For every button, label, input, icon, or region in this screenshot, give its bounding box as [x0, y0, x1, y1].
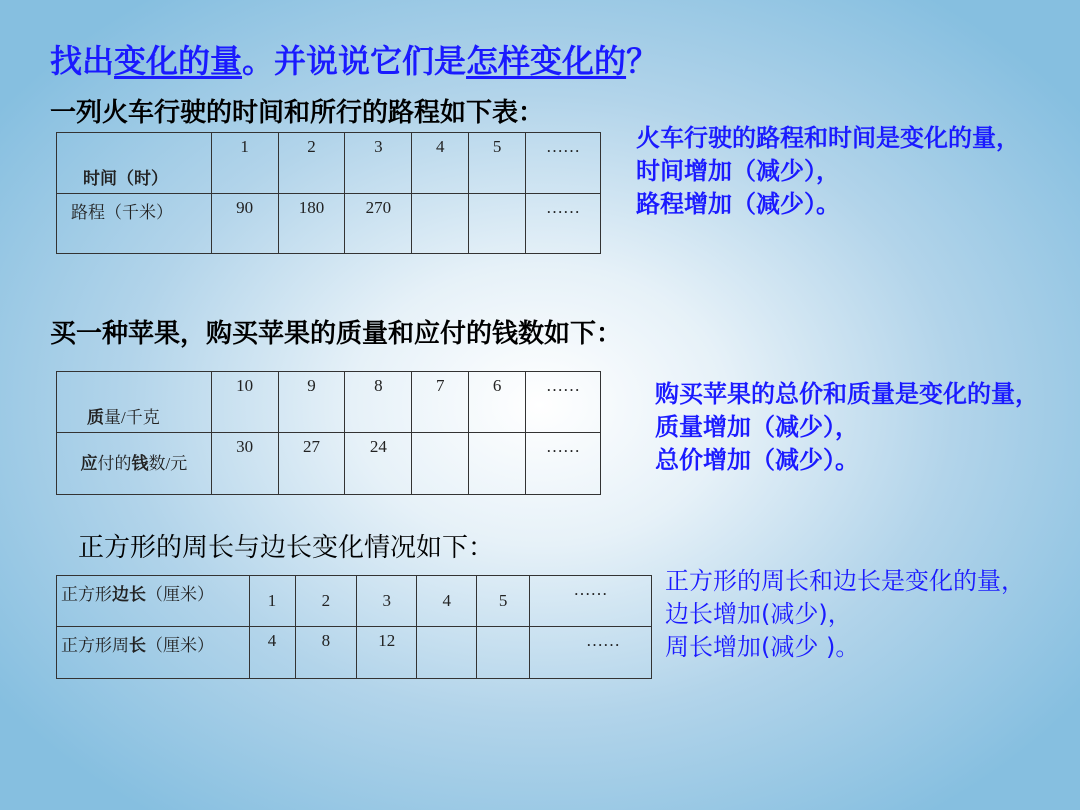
- mass-label: 质量/千克: [57, 372, 212, 433]
- table-cell: 1: [211, 133, 278, 194]
- note-line: 边长增加(减少)，: [665, 600, 852, 628]
- table-cell: 4: [249, 627, 295, 679]
- note-line: 时间增加（减少），: [636, 157, 840, 185]
- table-cell: 10: [211, 372, 278, 433]
- table-cell: 5: [477, 576, 530, 627]
- table-row: [57, 433, 601, 495]
- table-cell: 2: [278, 133, 345, 194]
- square-note: [665, 565, 1025, 664]
- note-line: 质量增加（减少），: [655, 413, 859, 441]
- page-title: 找出变化的量。并说说它们是怎样变化的？: [50, 42, 659, 80]
- table-cell: 12: [357, 627, 417, 679]
- apple-note: [655, 378, 1039, 477]
- table-row: [57, 576, 652, 627]
- distance-label: 路程（千米）: [57, 194, 212, 254]
- train-table: [56, 132, 601, 254]
- table-cell: 24: [345, 433, 412, 495]
- table-cell: [469, 194, 526, 254]
- table-cell: 3: [357, 576, 417, 627]
- table-cell: 1: [249, 576, 295, 627]
- table-cell: ……: [530, 627, 652, 679]
- note-line: 路程增加（减少）。: [636, 190, 840, 218]
- apple-table: [56, 371, 601, 495]
- table-cell: 5: [469, 133, 526, 194]
- table-cell: 9: [278, 372, 345, 433]
- note-line: 购买苹果的总价和质量是变化的量，: [655, 380, 1039, 408]
- table-cell: [469, 433, 526, 495]
- table-cell: 8: [295, 627, 357, 679]
- square-heading: 正方形的周长与边长变化情况如下：: [78, 533, 495, 563]
- apple-heading: 买一种苹果，购买苹果的质量和应付的钱数如下：: [50, 319, 623, 349]
- table-row: [57, 133, 601, 194]
- note-line: 火车行驶的路程和时间是变化的量，: [636, 124, 1020, 152]
- table-cell: ……: [526, 194, 601, 254]
- note-line: 周长增加(减少 )。: [665, 633, 860, 661]
- table-cell: 4: [412, 133, 469, 194]
- table-row: [57, 372, 601, 433]
- table-cell: 7: [412, 372, 469, 433]
- table-cell: ……: [526, 433, 601, 495]
- table-cell: [477, 627, 530, 679]
- table-cell: 6: [469, 372, 526, 433]
- table-cell: 4: [417, 576, 477, 627]
- table-row: [57, 194, 601, 254]
- table-cell: 8: [345, 372, 412, 433]
- table-cell: 30: [211, 433, 278, 495]
- train-heading: 一列火车行驶的时间和所行的路程如下表：: [50, 98, 545, 128]
- side-label: 正方形边长（厘米）: [57, 576, 250, 627]
- table-cell: 3: [345, 133, 412, 194]
- note-line: 总价增加（减少）。: [655, 446, 859, 474]
- perimeter-label: 正方形周长（厘米）: [57, 627, 250, 679]
- table-cell: ……: [526, 372, 601, 433]
- table-cell: [417, 627, 477, 679]
- square-table: [56, 575, 652, 679]
- table-cell: 2: [295, 576, 357, 627]
- table-row: [57, 627, 652, 679]
- note-line: 正方形的周长和边长是变化的量，: [665, 567, 1025, 595]
- table-cell: ……: [530, 576, 652, 627]
- table-cell: 90: [211, 194, 278, 254]
- table-cell: 270: [345, 194, 412, 254]
- train-note: [636, 122, 1020, 221]
- table-cell: ……: [526, 133, 601, 194]
- table-cell: [412, 433, 469, 495]
- time-label: 时间（时）: [57, 133, 212, 194]
- table-cell: 27: [278, 433, 345, 495]
- money-label: 应付的钱数/元: [57, 433, 212, 495]
- table-cell: [412, 194, 469, 254]
- table-cell: 180: [278, 194, 345, 254]
